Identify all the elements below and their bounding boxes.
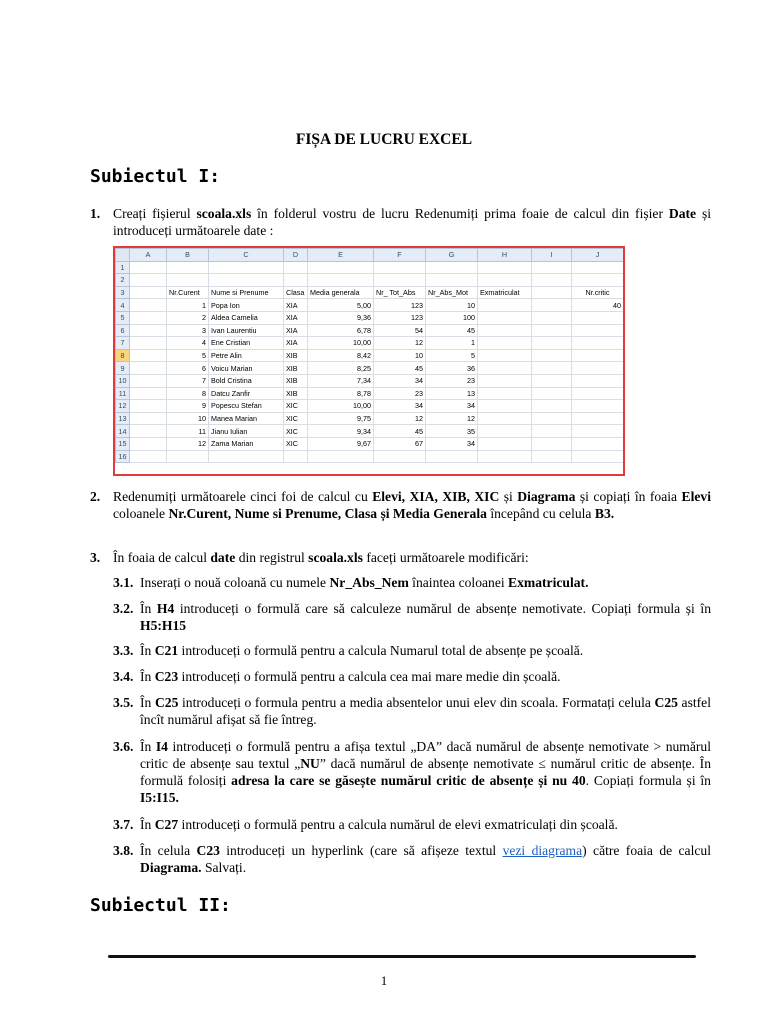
sheet-cell: XIB [284, 374, 308, 387]
sheet-cell: Popa Ion [209, 299, 284, 312]
sheet-row [116, 437, 624, 450]
sheet-cell: 8,42 [308, 349, 374, 362]
sheet-row [116, 349, 624, 362]
sheet-cell: Aldea Camelia [209, 311, 284, 324]
sheet-cell: 10 [167, 412, 209, 425]
subtask-text: În C25 introduceți o formula pentru a media absentelor unui elev din scoala. Formatați celula C25 astfel încît numărul afișat să fie întreg. [140, 695, 711, 727]
row-header: 11 [116, 387, 130, 400]
sheet-cell [572, 437, 624, 450]
sheet-cell [532, 437, 572, 450]
sheet-cell: 35 [426, 425, 478, 438]
sheet-cell [130, 412, 167, 425]
sheet-cell: XIA [284, 337, 308, 350]
sheet-cell: Nume si Prenume [209, 286, 284, 299]
sheet-cell [130, 274, 167, 287]
row-header: 1 [116, 261, 130, 274]
column-header: I [532, 249, 572, 262]
sheet-cell: 3 [167, 324, 209, 337]
sheet-cell [532, 324, 572, 337]
sheet-cell: 12 [167, 437, 209, 450]
sheet-cell: XIC [284, 400, 308, 413]
sheet-cell: 8,25 [308, 362, 374, 375]
sheet-cell: Datcu Zanfir [209, 387, 284, 400]
sheet-cell [478, 387, 532, 400]
subject-2-heading: Subiectul II: [90, 895, 231, 916]
sheet-row [116, 311, 624, 324]
sheet-cell [572, 261, 624, 274]
sheet-cell: XIA [284, 311, 308, 324]
sheet-cell [478, 299, 532, 312]
sheet-cell [130, 349, 167, 362]
sheet-cell [572, 324, 624, 337]
row-header: 6 [116, 324, 130, 337]
sheet-cell: Nr_Abs_Mot [426, 286, 478, 299]
sheet-cell [130, 450, 167, 463]
sheet-cell [532, 311, 572, 324]
sheet-cell [167, 274, 209, 287]
sheet-cell: 123 [374, 311, 426, 324]
sheet-cell [532, 286, 572, 299]
sheet-row [116, 286, 624, 299]
row-header: 14 [116, 425, 130, 438]
row-header: 3 [116, 286, 130, 299]
sheet-cell: 12 [374, 337, 426, 350]
sheet-row [116, 261, 624, 274]
page-number: 1 [380, 973, 388, 988]
task-text: Creați fișierul scoala.xls în folderul vostru de lucru Redenumiți prima foaie de calcul din fișier Date și introduceți următoarele date : [113, 206, 712, 238]
column-header: E [308, 249, 374, 262]
row-header: 4 [116, 299, 130, 312]
sheet-cell: Ivan Laurentiu [209, 324, 284, 337]
sheet-row [116, 387, 624, 400]
row-header: 15 [116, 437, 130, 450]
sheet-cell [532, 274, 572, 287]
sheet-cell: Petre Alin [209, 349, 284, 362]
sheet-cell: 12 [374, 412, 426, 425]
sheet-cell [426, 450, 478, 463]
subtask-3-8 [113, 842, 711, 876]
sheet-cell [308, 450, 374, 463]
task-number: 3. [90, 550, 101, 565]
subtask-number: 3.7. [113, 817, 134, 832]
sheet-cell: 54 [374, 324, 426, 337]
subtask-text: În C23 introduceți o formulă pentru a calcula cea mai mare medie din școală. [140, 669, 561, 684]
sheet-cell: 9,75 [308, 412, 374, 425]
subtask-3-5 [113, 694, 711, 728]
sheet-cell: 10,00 [308, 400, 374, 413]
sheet-cell: 8 [167, 387, 209, 400]
subtask-3-3 [113, 642, 711, 659]
sheet-cell [284, 261, 308, 274]
sheet-cell: 6 [167, 362, 209, 375]
column-header: F [374, 249, 426, 262]
sheet-cell: 100 [426, 311, 478, 324]
sheet-cell: Ene Cristian [209, 337, 284, 350]
sheet-cell [130, 337, 167, 350]
sheet-cell: 4 [167, 337, 209, 350]
sheet-cell: Popescu Stefan [209, 400, 284, 413]
sheet-cell [478, 400, 532, 413]
sheet-cell [130, 400, 167, 413]
sheet-cell [572, 311, 624, 324]
sheet-cell: 7,34 [308, 374, 374, 387]
subtask-number: 3.2. [113, 601, 134, 616]
sheet-cell: XIC [284, 412, 308, 425]
sheet-cell [478, 412, 532, 425]
sheet-cell [130, 425, 167, 438]
sheet-cell: 123 [374, 299, 426, 312]
sheet-cell [167, 261, 209, 274]
sheet-cell [167, 450, 209, 463]
subtask-3-1 [113, 574, 711, 591]
sheet-cell [478, 450, 532, 463]
sheet-cell [130, 324, 167, 337]
sheet-cell: Jianu Iulian [209, 425, 284, 438]
row-header: 7 [116, 337, 130, 350]
subtask-text: Inserați o nouă coloană cu numele Nr_Abs_Nem înaintea coloanei Exmatriculat. [140, 575, 589, 590]
task-text: Redenumiți următoarele cinci foi de calcul cu Elevi, XIA, XIB, XIC și Diagrama și copiați în foaia Elevi coloanele Nr.Curent, Nume si Prenume, Clasa și Media Generala începând cu celula B3. [113, 489, 711, 521]
task-1 [90, 205, 711, 239]
sheet-cell [478, 337, 532, 350]
subtask-text: În H4 introduceți o formulă care să calculeze numărul de absențe nemotivate. Copiați formula și în H5:H15 [140, 601, 711, 633]
sheet-cell: 1 [167, 299, 209, 312]
sheet-cell: 45 [426, 324, 478, 337]
subtask-number: 3.5. [113, 695, 134, 710]
row-header: 8 [116, 349, 130, 362]
sheet-cell [478, 324, 532, 337]
sheet-cell [130, 387, 167, 400]
sheet-cell: 45 [374, 425, 426, 438]
subtask-number: 3.4. [113, 669, 134, 684]
task-2 [90, 488, 711, 522]
sheet-cell: 67 [374, 437, 426, 450]
sheet-cell [478, 349, 532, 362]
sheet-cell: 34 [426, 400, 478, 413]
sheet-cell [130, 437, 167, 450]
sheet-cell [532, 362, 572, 375]
sheet-cell [532, 425, 572, 438]
sheet-cell [209, 261, 284, 274]
sheet-cell [426, 261, 478, 274]
sheet-cell: 10 [426, 299, 478, 312]
sheet-cell [532, 299, 572, 312]
sheet-cell: 45 [374, 362, 426, 375]
sheet-cell: XIA [284, 324, 308, 337]
sheet-cell [572, 337, 624, 350]
sheet-cell [532, 349, 572, 362]
sheet-cell: Nr_ Tot_Abs [374, 286, 426, 299]
subtask-3-6 [113, 738, 711, 806]
footer-divider [108, 955, 696, 958]
sheet-cell [478, 437, 532, 450]
sheet-cell [572, 349, 624, 362]
task-number: 1. [90, 206, 101, 221]
sheet-cell: Zama Marian [209, 437, 284, 450]
vezi-diagrama-link[interactable]: vezi diagrama [502, 843, 583, 858]
sheet-cell: 9,67 [308, 437, 374, 450]
sheet-cell [308, 274, 374, 287]
sheet-cell: 34 [374, 400, 426, 413]
sheet-cell [532, 450, 572, 463]
sheet-cell: 5 [167, 349, 209, 362]
sheet-cell [572, 274, 624, 287]
sheet-cell: 5 [426, 349, 478, 362]
sheet-cell [130, 261, 167, 274]
sheet-cell [284, 450, 308, 463]
sheet-cell [130, 286, 167, 299]
sheet-cell: 40 [572, 299, 624, 312]
sheet-cell: 34 [374, 374, 426, 387]
column-header: C [209, 249, 284, 262]
subtask-number: 3.6. [113, 739, 134, 754]
subtask-3-4 [113, 668, 711, 685]
task-number: 2. [90, 489, 101, 504]
sheet-cell [532, 400, 572, 413]
sheet-cell: 9,36 [308, 311, 374, 324]
subtask-3-2 [113, 600, 711, 634]
sheet-cell [478, 374, 532, 387]
sheet-cell [478, 311, 532, 324]
sheet-cell [478, 425, 532, 438]
sheet-cell [130, 362, 167, 375]
row-header: 5 [116, 311, 130, 324]
sheet-cell: XIC [284, 425, 308, 438]
column-header: B [167, 249, 209, 262]
sheet-cell: Nr.critic [572, 286, 624, 299]
sheet-row [116, 362, 624, 375]
sheet-cell: 23 [374, 387, 426, 400]
sheet-cell: XIB [284, 387, 308, 400]
subtask-text: În C21 introduceți o formulă pentru a calcula Numarul total de absențe pe școală. [140, 643, 584, 658]
spreadsheet-table [115, 248, 624, 463]
sheet-cell [532, 412, 572, 425]
row-header: 2 [116, 274, 130, 287]
row-header: 12 [116, 400, 130, 413]
sheet-cell: Nr.Curent [167, 286, 209, 299]
sheet-row [116, 374, 624, 387]
sheet-cell: Exmatriculat [478, 286, 532, 299]
row-header: 10 [116, 374, 130, 387]
sheet-cell: 36 [426, 362, 478, 375]
sheet-row [116, 274, 624, 287]
spreadsheet-image [113, 246, 625, 476]
sheet-cell [374, 261, 426, 274]
sheet-row [116, 324, 624, 337]
subject-1-heading: Subiectul I: [90, 166, 221, 187]
sheet-cell [478, 362, 532, 375]
sheet-cell [532, 374, 572, 387]
sheet-row [116, 425, 624, 438]
sheet-cell [532, 261, 572, 274]
column-header-row [116, 249, 624, 262]
sheet-cell: 2 [167, 311, 209, 324]
sheet-cell [478, 274, 532, 287]
subtask-number: 3.8. [113, 843, 134, 858]
sheet-cell [284, 274, 308, 287]
sheet-cell: XIA [284, 299, 308, 312]
sheet-cell: 23 [426, 374, 478, 387]
sheet-cell [532, 387, 572, 400]
sheet-row [116, 400, 624, 413]
sheet-cell [478, 261, 532, 274]
row-header: 9 [116, 362, 130, 375]
sheet-cell: 6,78 [308, 324, 374, 337]
sheet-cell [130, 299, 167, 312]
sheet-cell: 10,00 [308, 337, 374, 350]
sheet-cell: 5,00 [308, 299, 374, 312]
sheet-cell [572, 387, 624, 400]
sheet-cell: 7 [167, 374, 209, 387]
sheet-cell [572, 400, 624, 413]
select-all-corner [116, 249, 130, 262]
sheet-cell: XIB [284, 349, 308, 362]
sheet-cell [130, 311, 167, 324]
column-header: A [130, 249, 167, 262]
sheet-cell [572, 374, 624, 387]
sheet-cell [308, 261, 374, 274]
sheet-cell: 12 [426, 412, 478, 425]
sheet-row [116, 412, 624, 425]
sheet-row [116, 337, 624, 350]
sheet-cell: 9,34 [308, 425, 374, 438]
sheet-cell: 13 [426, 387, 478, 400]
sheet-cell [572, 412, 624, 425]
sheet-cell: XIC [284, 437, 308, 450]
column-header: H [478, 249, 532, 262]
row-header: 16 [116, 450, 130, 463]
task-3 [90, 549, 711, 566]
task-text: În foaia de calcul date din registrul scoala.xls faceți următoarele modificări: [113, 550, 529, 565]
sheet-cell [426, 274, 478, 287]
sheet-cell: Bold Cristina [209, 374, 284, 387]
sheet-cell: 34 [426, 437, 478, 450]
sheet-cell: Voicu Marian [209, 362, 284, 375]
sheet-cell [130, 374, 167, 387]
subtask-number: 3.1. [113, 575, 134, 590]
sheet-cell: 1 [426, 337, 478, 350]
sheet-cell [209, 274, 284, 287]
sheet-cell [374, 274, 426, 287]
sheet-cell: 9 [167, 400, 209, 413]
sheet-cell [572, 362, 624, 375]
column-header: D [284, 249, 308, 262]
sheet-cell [209, 450, 284, 463]
subtask-number: 3.3. [113, 643, 134, 658]
sheet-cell: XIB [284, 362, 308, 375]
sheet-cell: 8,78 [308, 387, 374, 400]
sheet-cell [572, 425, 624, 438]
subtask-text: În celula C23 introduceți un hyperlink (care să afișeze textul vezi diagrama) către foaia de calcul Diagrama. Salvați. [140, 843, 711, 875]
column-header: J [572, 249, 624, 262]
subtask-text: În I4 introduceți o formulă pentru a afișa textul „DA” dacă numărul de absențe nemotivate > numărul critic de absențe sau textul „NU” dacă numărul de absențe nemotivate ≤ numărul critic de absențe. În formulă folosiți adresa la care se găsește numărul critic de absențe și nu 40. Copiați formula și în I5:I15. [140, 739, 712, 805]
sheet-cell: Clasa [284, 286, 308, 299]
sheet-cell: 11 [167, 425, 209, 438]
sheet-cell: 10 [374, 349, 426, 362]
sheet-row [116, 299, 624, 312]
column-header: G [426, 249, 478, 262]
row-header: 13 [116, 412, 130, 425]
subtask-3-7 [113, 816, 711, 833]
sheet-cell: Manea Marian [209, 412, 284, 425]
sheet-cell: Media generala [308, 286, 374, 299]
sheet-cell [374, 450, 426, 463]
sheet-cell [532, 337, 572, 350]
subtask-text: În C27 introduceți o formulă pentru a calcula numărul de elevi exmatriculați din școală. [140, 817, 618, 832]
sheet-cell [572, 450, 624, 463]
sheet-row [116, 450, 624, 463]
page-title: FIȘA DE LUCRU EXCEL [295, 131, 473, 148]
